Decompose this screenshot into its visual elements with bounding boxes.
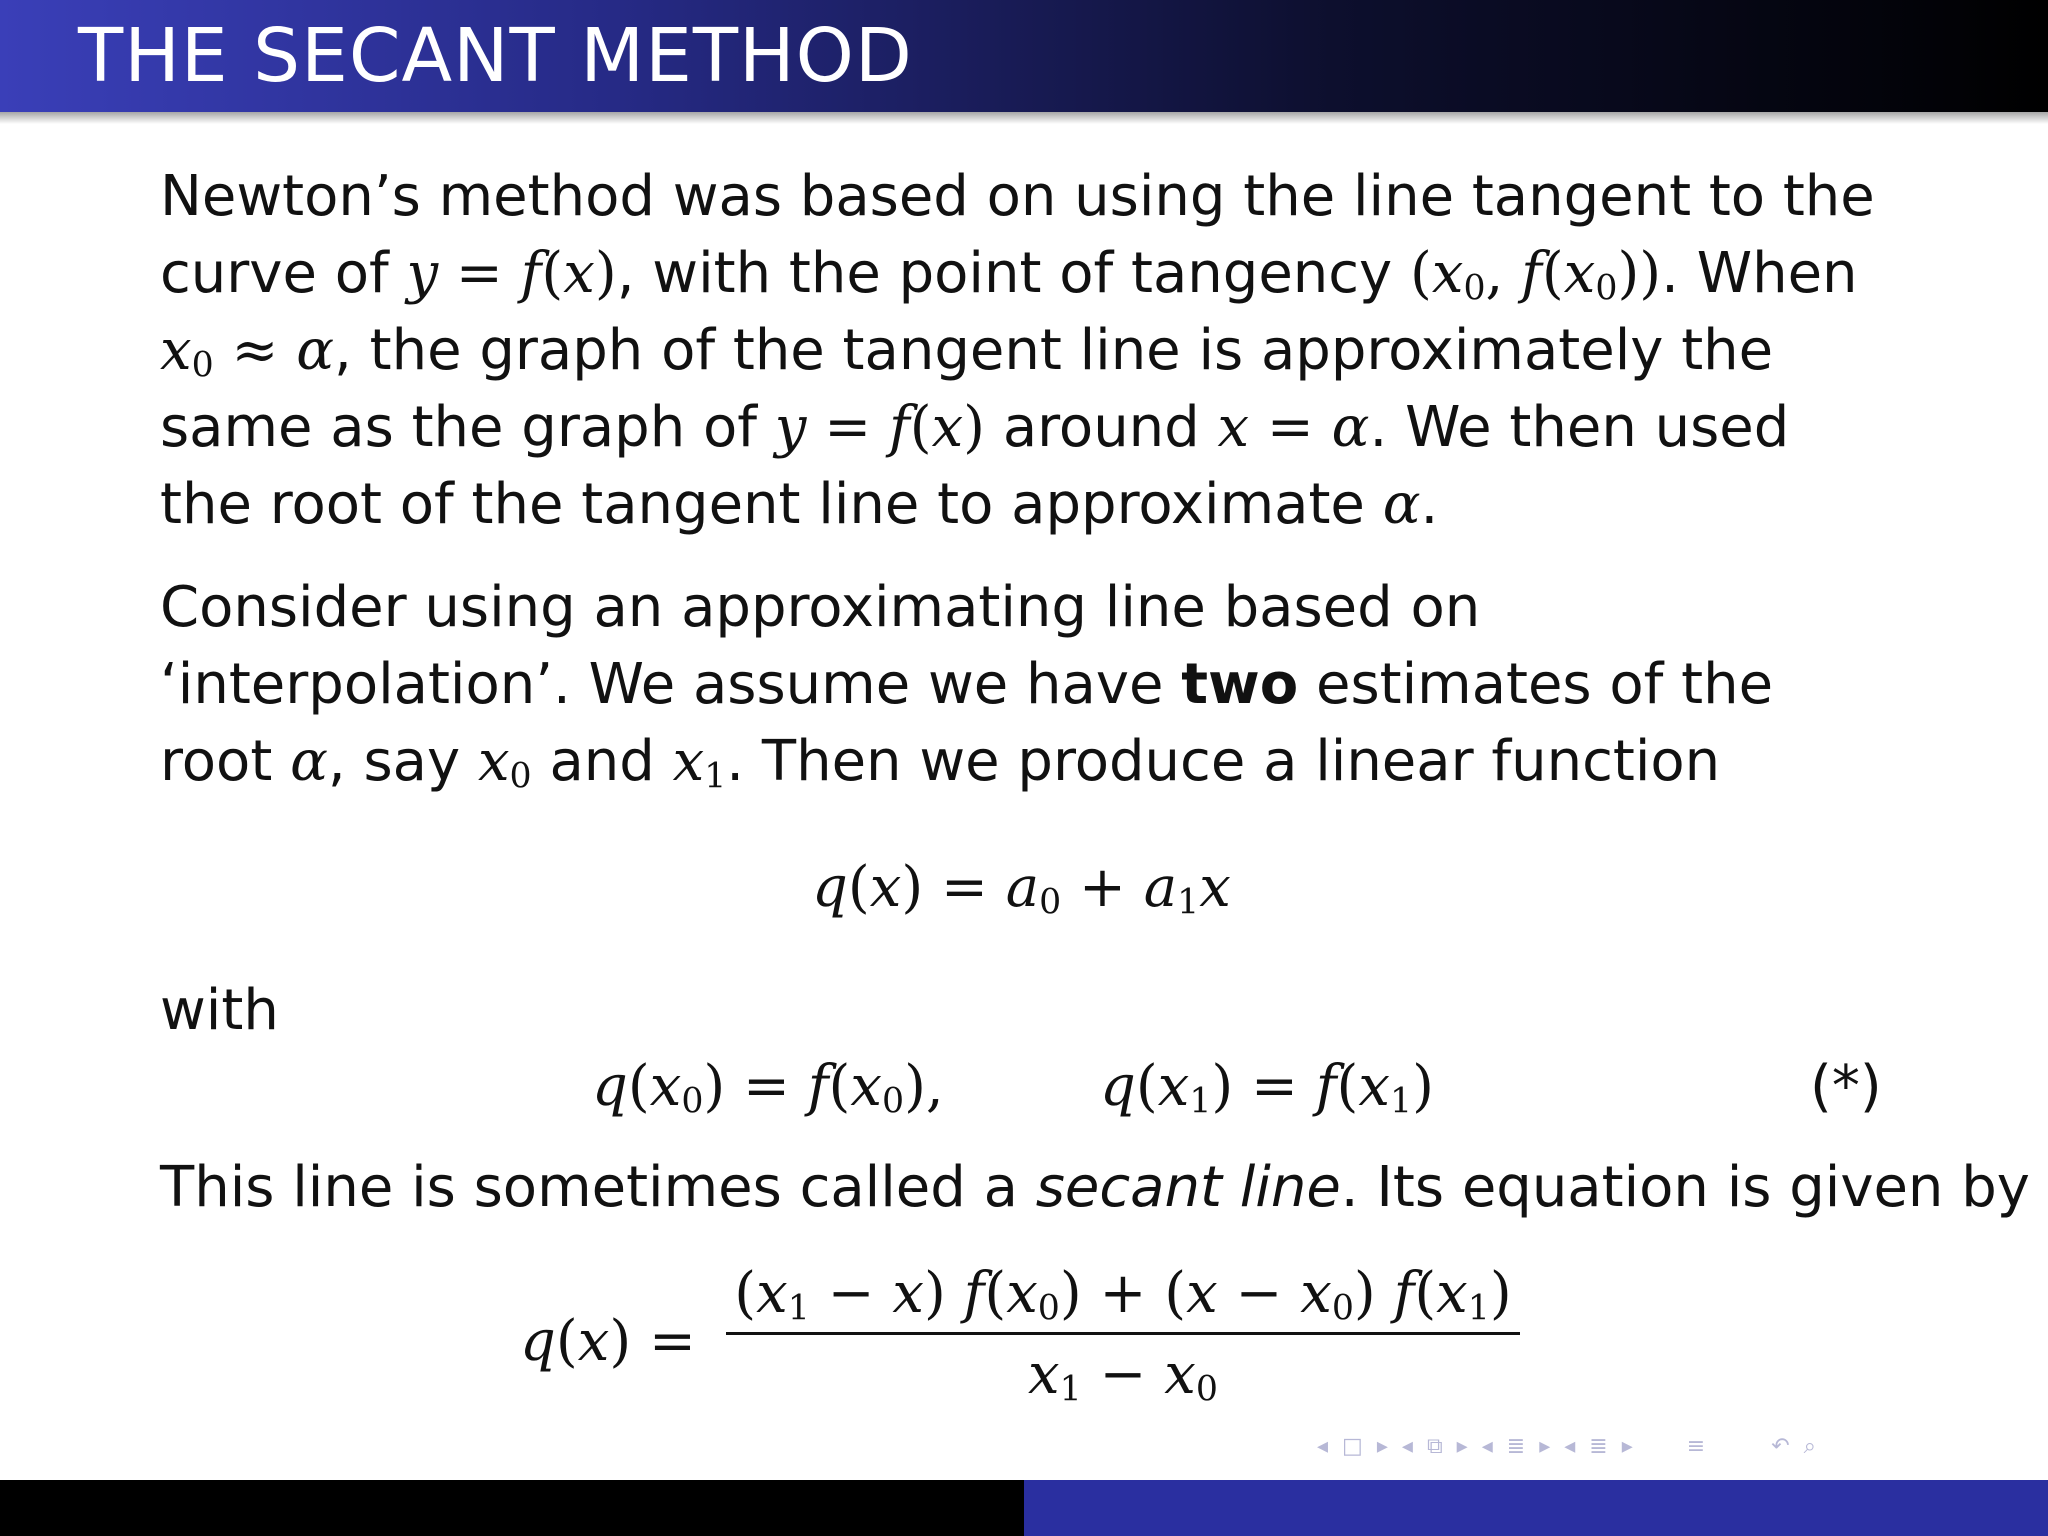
math-inline: ≈ [213,318,297,383]
math-inline: α [290,729,328,794]
undo-icon[interactable]: ↶ [1771,1433,1790,1459]
subsection-icon[interactable]: ⧉ [1426,1433,1443,1459]
subsection-icon[interactable]: ≣ [1589,1433,1608,1459]
math-inline: $x_0$ [1431,241,1486,309]
paragraph-text: , say [327,729,478,794]
search-icon[interactable]: ⌕ [1803,1433,1816,1459]
equation-tag: (*) [1810,1054,1882,1119]
math-inline: = [438,241,521,306]
math-inline: ( [1410,241,1432,306]
math-inline: $x_0$ [477,729,532,797]
arrow-right-icon[interactable]: ▸ [1456,1433,1468,1459]
paragraph-text: , the graph of the tangent line is approximately the same as the graph of [160,318,1774,460]
math-inline: y [406,241,439,306]
slide-header [0,0,2048,112]
math-inline: $x_1$ [672,729,727,797]
paragraph-text: . We then used the root of the tangent line to approximate [160,395,1790,537]
paragraph-text: estimates of the root [160,652,1774,794]
bold-word: two [1181,652,1299,717]
paragraph-text: This line is sometimes called a [160,1155,1036,1220]
math-inline: f [520,241,542,306]
math-inline: f [1521,241,1542,306]
paragraph-text: Consider using an approximating line based on ‘interpolation’. We assume we have [160,575,1481,717]
fraction-denominator: $x_1 - x_0$ [1028,1342,1218,1410]
math-inline: ) [594,241,617,306]
math-inline: α [1382,472,1421,537]
fraction-numerator: $(x_1 - x) f(x_0) + (x - x_0)$ $f(x_1)$ [734,1261,1512,1329]
footer-right-bar [1024,1480,2048,1536]
paragraph-secant-line [160,1149,2030,1226]
math-inline: ( [909,395,932,460]
footer-left-bar [0,1480,1024,1536]
paragraph-text: . When [1661,241,1858,306]
secant-equation-fraction [726,1261,1520,1410]
math-inline: = [1249,395,1332,460]
align-icon[interactable]: ≡ [1686,1433,1706,1459]
math-inline: x [1217,395,1250,460]
section-icon[interactable]: ≣ [1506,1433,1526,1459]
math-inline: x [931,395,964,460]
secant-equation-lhs: q(x) = [520,1309,696,1374]
arrow-left-icon[interactable]: ◂ [1401,1433,1413,1459]
arrow-right-icon[interactable]: ▸ [1376,1433,1388,1459]
math-inline: f [888,395,910,460]
beamer-navigation [1312,1432,1821,1460]
arrow-left-icon[interactable]: ◂ [1564,1433,1576,1459]
math-inline: , [1485,241,1522,306]
math-inline: ) [963,395,986,460]
fraction-bar [726,1332,1520,1335]
frame-icon[interactable]: □ [1342,1433,1363,1459]
math-inline: )) [1617,241,1662,306]
paragraph-text: . [1420,472,1439,537]
paragraph-text: Newton’s method was based on using the line tangent to the curve of [160,164,1875,306]
paragraph-text: . Then we produce a linear function [726,729,1721,794]
math-inline: $x_0$ [160,318,214,386]
paragraph-newton [160,158,1890,543]
paragraph-interpolation [160,569,1890,800]
equation-condition-x0: $q(x_0) = f(x_0)$, [592,1054,944,1122]
math-inline: x [563,241,595,306]
arrow-left-icon[interactable]: ◂ [1481,1433,1493,1459]
arrow-right-icon[interactable]: ▸ [1621,1433,1633,1459]
paragraph-text: around [985,395,1218,460]
math-inline: $x_0$ [1563,241,1618,309]
with-label: with [160,978,279,1043]
paragraph-text: and [531,729,673,794]
slide-title: THE SECANT METHOD [78,13,913,99]
equation-condition-x1: $q(x_1) = f(x_1)$ [1100,1054,1434,1122]
math-inline: = [806,395,889,460]
equation-linear-function: $q(x) = a_0 + a_1x$ [812,855,1231,923]
paragraph-text: . Its equation is given by [1340,1155,2030,1220]
paragraph-text: , with the point of tangency [616,241,1410,306]
math-inline: y [774,395,807,460]
math-inline: ( [541,241,564,306]
header-shadow [0,112,2048,124]
arrow-right-icon[interactable]: ▸ [1539,1433,1551,1459]
italic-term: secant line [1035,1155,1341,1220]
math-inline: α [1331,395,1370,460]
arrow-left-icon[interactable]: ◂ [1317,1433,1329,1459]
math-inline: α [296,318,335,383]
math-inline: ( [1541,241,1564,306]
